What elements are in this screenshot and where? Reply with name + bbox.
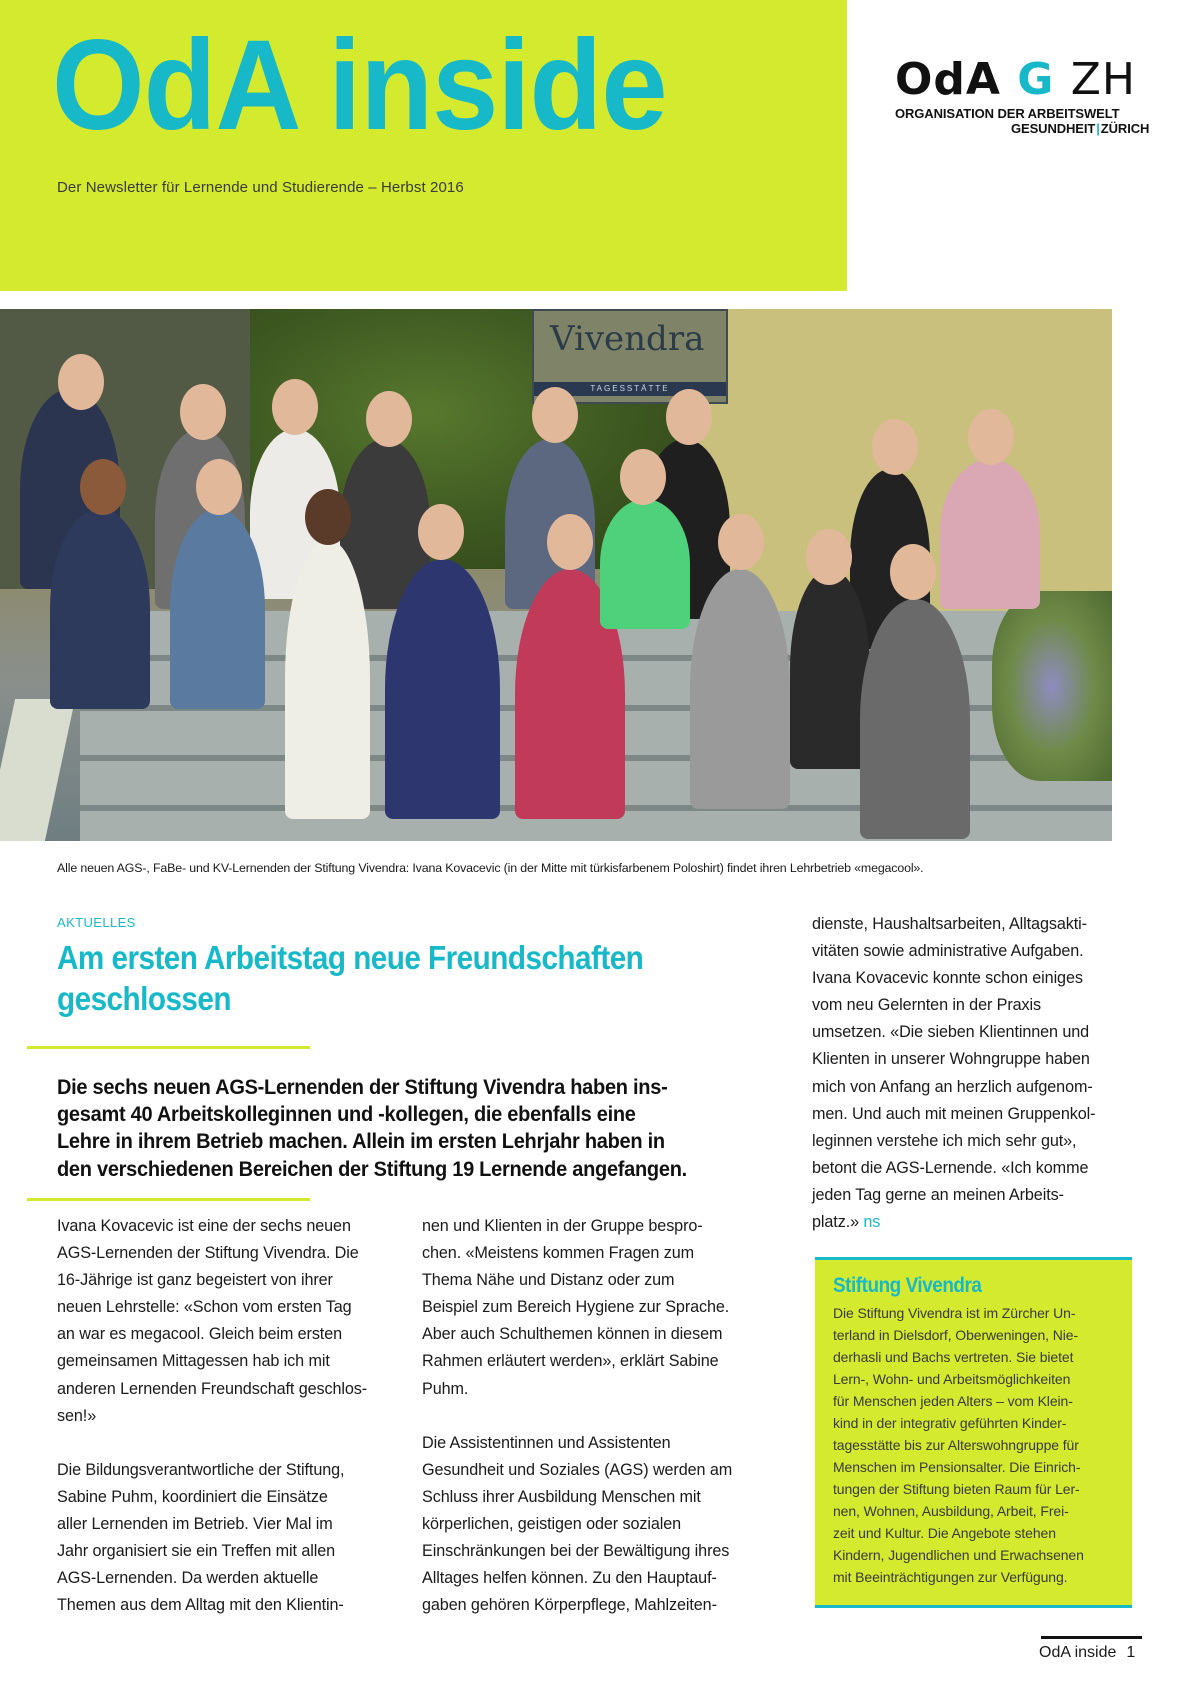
infobox-line: nen, Wohnen, Ausbildung, Arbeit, Frei- bbox=[833, 1503, 1069, 1519]
body-line: nen und Klienten in der Gruppe bespro- bbox=[422, 1217, 703, 1235]
photo-person-head bbox=[418, 504, 464, 560]
photo-person bbox=[600, 499, 690, 629]
body-line: Jahr organisiert sie ein Treffen mit allen bbox=[57, 1542, 336, 1561]
author-initials: ns bbox=[863, 1213, 881, 1232]
body-line: vom neu Gelernten in der Praxis bbox=[812, 996, 1042, 1015]
infobox-line: Kindern, Jugendlichen und Erwachsenen bbox=[833, 1547, 1084, 1563]
photo-sign-band: TAGESSTÄTTE bbox=[534, 382, 726, 396]
photo-person-head bbox=[180, 384, 226, 440]
photo-person bbox=[940, 459, 1040, 609]
body-line: Alltages helfen können. Zu den Hauptauf- bbox=[422, 1569, 717, 1588]
body-line: Aber auch Schulthemen können in diesem bbox=[422, 1325, 723, 1344]
divider bbox=[27, 1046, 310, 1049]
body-line bbox=[812, 1209, 1152, 1236]
body-line: Schluss ihrer Ausbildung Menschen mit bbox=[422, 1487, 701, 1506]
body-line: Sabine Puhm, koordiniert die Einsätze bbox=[57, 1487, 328, 1506]
body-line: umsetzen. «Die sieben Klientinnen und bbox=[812, 1023, 1090, 1042]
body-line: Ivana Kovacevic ist eine der sechs neuen bbox=[57, 1217, 351, 1235]
body-line: betont die AGS-Lernende. «Ich komme bbox=[812, 1158, 1089, 1177]
logo-mark-g: G bbox=[1017, 54, 1055, 105]
photo-handrail bbox=[0, 699, 75, 841]
group-photo bbox=[0, 309, 1112, 841]
photo-person-head bbox=[666, 389, 712, 445]
body-line: neuen Lehrstelle: «Schon vom ersten Tag bbox=[57, 1298, 352, 1317]
photo-person bbox=[690, 569, 790, 809]
body-line: Themen aus dem Alltag mit den Klientin- bbox=[57, 1596, 344, 1615]
photo-person-head bbox=[718, 514, 764, 570]
photo-person-head bbox=[890, 544, 936, 600]
lead-line: Lehre in ihrem Betrieb machen. Allein im ersten Lehrjahr haben in bbox=[57, 1129, 665, 1154]
infobox-line: für Menschen jeden Alters – vom Klein- bbox=[833, 1393, 1073, 1409]
lead-line: den verschiedenen Bereichen der Stiftung 19 Lernende angefangen. bbox=[57, 1156, 687, 1181]
infobox-stiftung-vivendra bbox=[815, 1257, 1132, 1608]
article-column-2 bbox=[422, 1213, 762, 1619]
article-column-3 bbox=[812, 911, 1152, 1236]
photo-person-head bbox=[532, 387, 578, 443]
logo-mark-oda: OdA bbox=[895, 54, 1001, 105]
infobox-line: Menschen im Pensionsalter. Die Einrich- bbox=[833, 1459, 1081, 1475]
infobox-line: tagesstätte bis zur Alterswohngruppe für bbox=[833, 1437, 1079, 1453]
body-line: mich von Anfang an herzlich aufgenom- bbox=[812, 1077, 1093, 1096]
infobox-line: tungen der Stiftung bieten Raum für Ler- bbox=[833, 1481, 1080, 1497]
photo-person-head bbox=[620, 449, 666, 505]
logo-tagline-2-right: ZÜRICH bbox=[1100, 121, 1150, 136]
body-line: Rahmen erläutert werden», erklärt Sabine bbox=[422, 1352, 719, 1371]
logo-separator: | bbox=[1096, 121, 1100, 136]
photo-person bbox=[860, 599, 970, 839]
photo-person-head bbox=[305, 489, 351, 545]
photo-person bbox=[170, 509, 265, 709]
photo-person-head bbox=[58, 354, 104, 410]
infobox-title: Stiftung Vivendra bbox=[833, 1274, 982, 1297]
oda-gzh-logo bbox=[895, 54, 1175, 136]
body-line: AGS-Lernenden. Da werden aktuelle bbox=[57, 1569, 319, 1588]
body-line: Beispiel zum Bereich Hygiene zur Sprache. bbox=[422, 1298, 730, 1317]
body-line: Thema Nähe und Distanz oder zum bbox=[422, 1271, 675, 1290]
headline-line: Am ersten Arbeitstag neue Freundschaften bbox=[57, 939, 644, 976]
body-line: chen. «Meistens kommen Fragen zum bbox=[422, 1244, 695, 1263]
logo-tagline-2 bbox=[1011, 121, 1175, 136]
masthead-title: OdA inside bbox=[52, 14, 667, 157]
body-line: gemeinsamen Mittagessen hab ich mit bbox=[57, 1352, 330, 1371]
body-line: 16-Jährige ist ganz begeistert von ihrer bbox=[57, 1271, 333, 1290]
photo-shrub bbox=[992, 591, 1112, 781]
body-line: sen!» bbox=[57, 1406, 97, 1425]
body-line: Puhm. bbox=[422, 1379, 469, 1398]
photo-person-head bbox=[366, 391, 412, 447]
body-line: aller Lernenden im Betrieb. Vier Mal im bbox=[57, 1514, 333, 1533]
body-line: an war es megacool. Gleich beim ersten bbox=[57, 1325, 343, 1344]
infobox-body bbox=[833, 1302, 1118, 1588]
logo-tagline-1: ORGANISATION DER ARBEITSWELT bbox=[895, 106, 1120, 121]
body-text: platz.» bbox=[812, 1213, 859, 1232]
paragraph-gap bbox=[57, 1430, 397, 1457]
infobox-line: Die Stiftung Vivendra ist im Zürcher Un- bbox=[833, 1305, 1076, 1321]
photo-person bbox=[50, 509, 150, 709]
body-line: leginnen verstehe ich mich sehr gut», bbox=[812, 1131, 1077, 1150]
photo-person-head bbox=[872, 419, 918, 475]
body-line: Ivana Kovacevic konnte schon einiges bbox=[812, 969, 1083, 988]
body-line: jeden Tag gerne an meinen Arbeits- bbox=[812, 1185, 1064, 1204]
photo-person bbox=[385, 559, 500, 819]
infobox-line: derhasli und Bachs vertreten. Sie bietet bbox=[833, 1349, 1074, 1365]
body-line: gaben gehören Körperpflege, Mahlzeiten- bbox=[422, 1596, 717, 1615]
logo-mark bbox=[895, 54, 1175, 105]
logo-mark-zh: ZH bbox=[1070, 54, 1136, 105]
headline-line: geschlossen bbox=[57, 980, 231, 1017]
body-line: Gesundheit und Soziales (AGS) werden am bbox=[422, 1460, 733, 1479]
article-column-1 bbox=[57, 1213, 397, 1619]
masthead-subtitle: Der Newsletter für Lernende und Studierende – Herbst 2016 bbox=[57, 179, 464, 196]
body-line: AGS-Lernenden der Stiftung Vivendra. Die bbox=[57, 1244, 359, 1263]
body-line: Die Bildungsverantwortliche der Stiftung, bbox=[57, 1460, 345, 1479]
photo-person bbox=[285, 539, 370, 819]
article-lead bbox=[57, 1074, 727, 1183]
logo-tagline-2-left: GESUNDHEIT bbox=[1011, 121, 1096, 136]
article-headline bbox=[57, 937, 687, 1019]
photo-person-head bbox=[547, 514, 593, 570]
body-line: dienste, Haushaltsarbeiten, Alltagsakti- bbox=[812, 915, 1087, 933]
masthead bbox=[0, 0, 847, 291]
footer-rule bbox=[1041, 1636, 1142, 1639]
photo-person bbox=[790, 569, 870, 769]
photo-person-head bbox=[806, 529, 852, 585]
body-line: Einschränkungen bei der Bewältigung ihres bbox=[422, 1542, 730, 1561]
body-line: anderen Lernenden Freundschaft geschlos- bbox=[57, 1379, 368, 1398]
infobox-line: kind in der integrativ geführten Kinder- bbox=[833, 1415, 1067, 1431]
photo-person-head bbox=[80, 459, 126, 515]
page-number: 1 bbox=[1126, 1644, 1136, 1661]
photo-sign-text: Vivendra bbox=[550, 319, 705, 359]
infobox-line: Lern-, Wohn- und Arbeitsmöglichkeiten bbox=[833, 1371, 1071, 1387]
lead-line: Die sechs neuen AGS-Lernenden der Stiftung Vivendra haben ins- bbox=[57, 1075, 668, 1099]
body-line: vitäten sowie administrative Aufgaben. bbox=[812, 942, 1084, 961]
photo-person-head bbox=[196, 459, 242, 515]
infobox-line: terland in Dielsdorf, Oberweningen, Nie- bbox=[833, 1327, 1079, 1343]
photo-person-head bbox=[272, 379, 318, 435]
footer-publication: OdA inside bbox=[1039, 1644, 1117, 1661]
body-line: men. Und auch mit meinen Gruppenkol- bbox=[812, 1104, 1096, 1123]
divider bbox=[27, 1198, 310, 1201]
photo-person-head bbox=[968, 409, 1014, 465]
section-kicker: AKTUELLES bbox=[57, 915, 136, 930]
photo-caption: Alle neuen AGS-, FaBe- und KV-Lernenden der Stiftung Vivendra: Ivana Kovacevic (in der Mitte mit türkisfarbenem Poloshirt) findet ihren Lehrbetrieb «megacool». bbox=[57, 861, 924, 875]
lead-line: gesamt 40 Arbeitskolleginnen und -kollegen, die ebenfalls eine bbox=[57, 1102, 636, 1127]
infobox-line: zeit und Kultur. Die Angebote stehen bbox=[833, 1525, 1056, 1541]
infobox-line: mit Beeinträchtigungen zur Verfügung. bbox=[833, 1569, 1068, 1585]
paragraph-gap bbox=[422, 1403, 762, 1430]
page-footer bbox=[1039, 1644, 1135, 1662]
body-line: Die Assistentinnen und Assistenten bbox=[422, 1433, 671, 1452]
body-line: Klienten in unserer Wohngruppe haben bbox=[812, 1050, 1090, 1069]
body-line: körperlichen, geistigen oder sozialen bbox=[422, 1514, 682, 1533]
